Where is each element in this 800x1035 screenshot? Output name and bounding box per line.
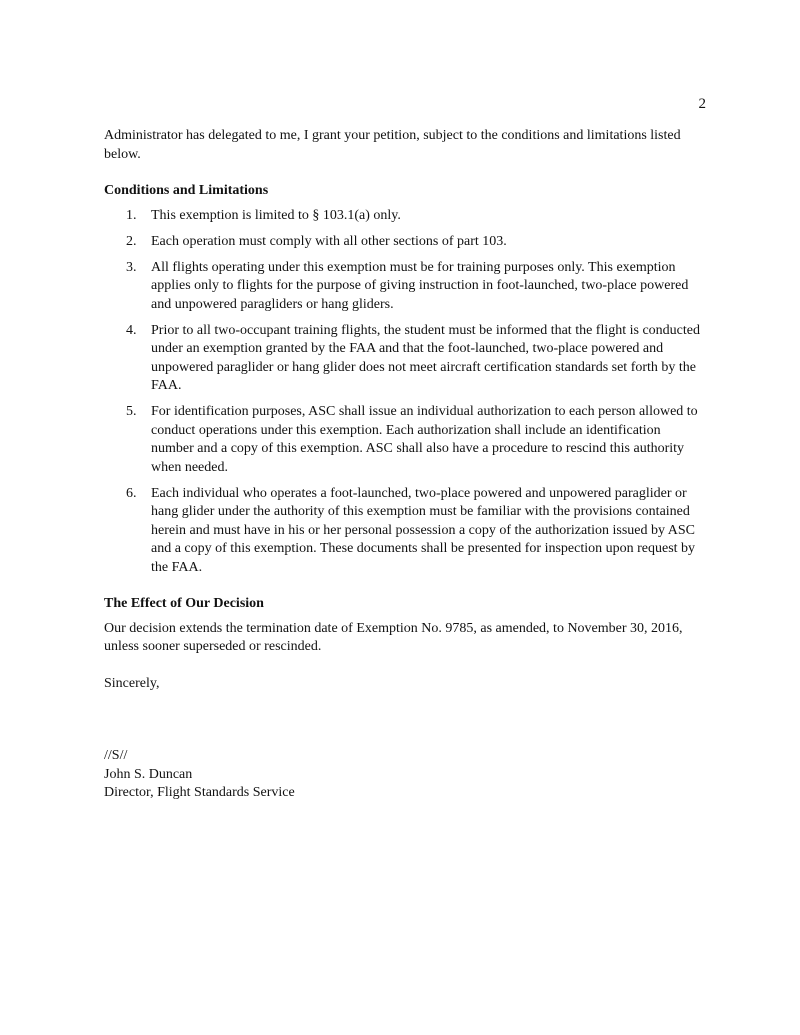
condition-text: Prior to all two-occupant training flights, the student must be informed that the flight is conducted under an exemption granted by the FAA and that the foot-launched, two-place powered and unpowered paraglider or hang glider does not meet aircraft certification standards set forth by the FAA. (151, 322, 701, 393)
condition-number: 2. (126, 233, 137, 249)
closing-salutation: Sincerely, (104, 675, 160, 691)
intro-paragraph: Administrator has delegated to me, I grant your petition, subject to the conditions and limitations listed below. (104, 128, 681, 162)
condition-number: 1. (126, 207, 137, 223)
conditions-list (104, 207, 704, 578)
condition-item (104, 403, 704, 477)
condition-number: 4. (126, 322, 137, 338)
condition-item (104, 322, 704, 396)
condition-text: All flights operating under this exemption must be for training purposes only. This exemption applies only to flights for the purpose of giving instruction in foot-launched, two-place powered and unpowered paragliders or hang gliders. (151, 259, 689, 312)
decision-heading: The Effect of Our Decision (104, 596, 264, 611)
condition-item (104, 207, 704, 226)
condition-number: 3. (126, 259, 137, 275)
decision-paragraph: Our decision extends the termination date of Exemption No. 9785, as amended, to November 30, 2016, unless sooner superseded or rescinded. (104, 620, 683, 654)
signatory-name: John S. Duncan (104, 766, 193, 782)
conditions-heading: Conditions and Limitations (104, 183, 269, 198)
condition-item (104, 259, 704, 315)
letter-body (104, 127, 704, 803)
condition-number: 6. (126, 485, 137, 501)
signatory-title: Director, Flight Standards Service (104, 785, 295, 800)
condition-item (104, 233, 704, 252)
signature-block (104, 747, 704, 803)
condition-item (104, 485, 704, 578)
signature-mark: //S// (104, 748, 128, 763)
condition-text: Each operation must comply with all other sections of part 103. (151, 233, 507, 249)
condition-text: For identification purposes, ASC shall issue an individual authorization to each person allowed to conduct operations under this exemption. Each authorization shall include an identification number and a copy of this exemption. ASC shall also have a procedure to rescind this authority when needed. (151, 404, 698, 475)
condition-number: 5. (126, 404, 137, 419)
condition-text: This exemption is limited to § 103.1(a) only. (151, 207, 401, 223)
condition-text: Each individual who operates a foot-launched, two-place powered and unpowered paraglider or hang glider under the authority of this exemption must be familiar with the provisions contained herein and must have in his or her personal possession a copy of the authorization issued by ASC and a copy of this exemption. These documents shall be presented for inspection upon request by the FAA. (151, 485, 696, 575)
page-number: 2 (698, 96, 706, 112)
